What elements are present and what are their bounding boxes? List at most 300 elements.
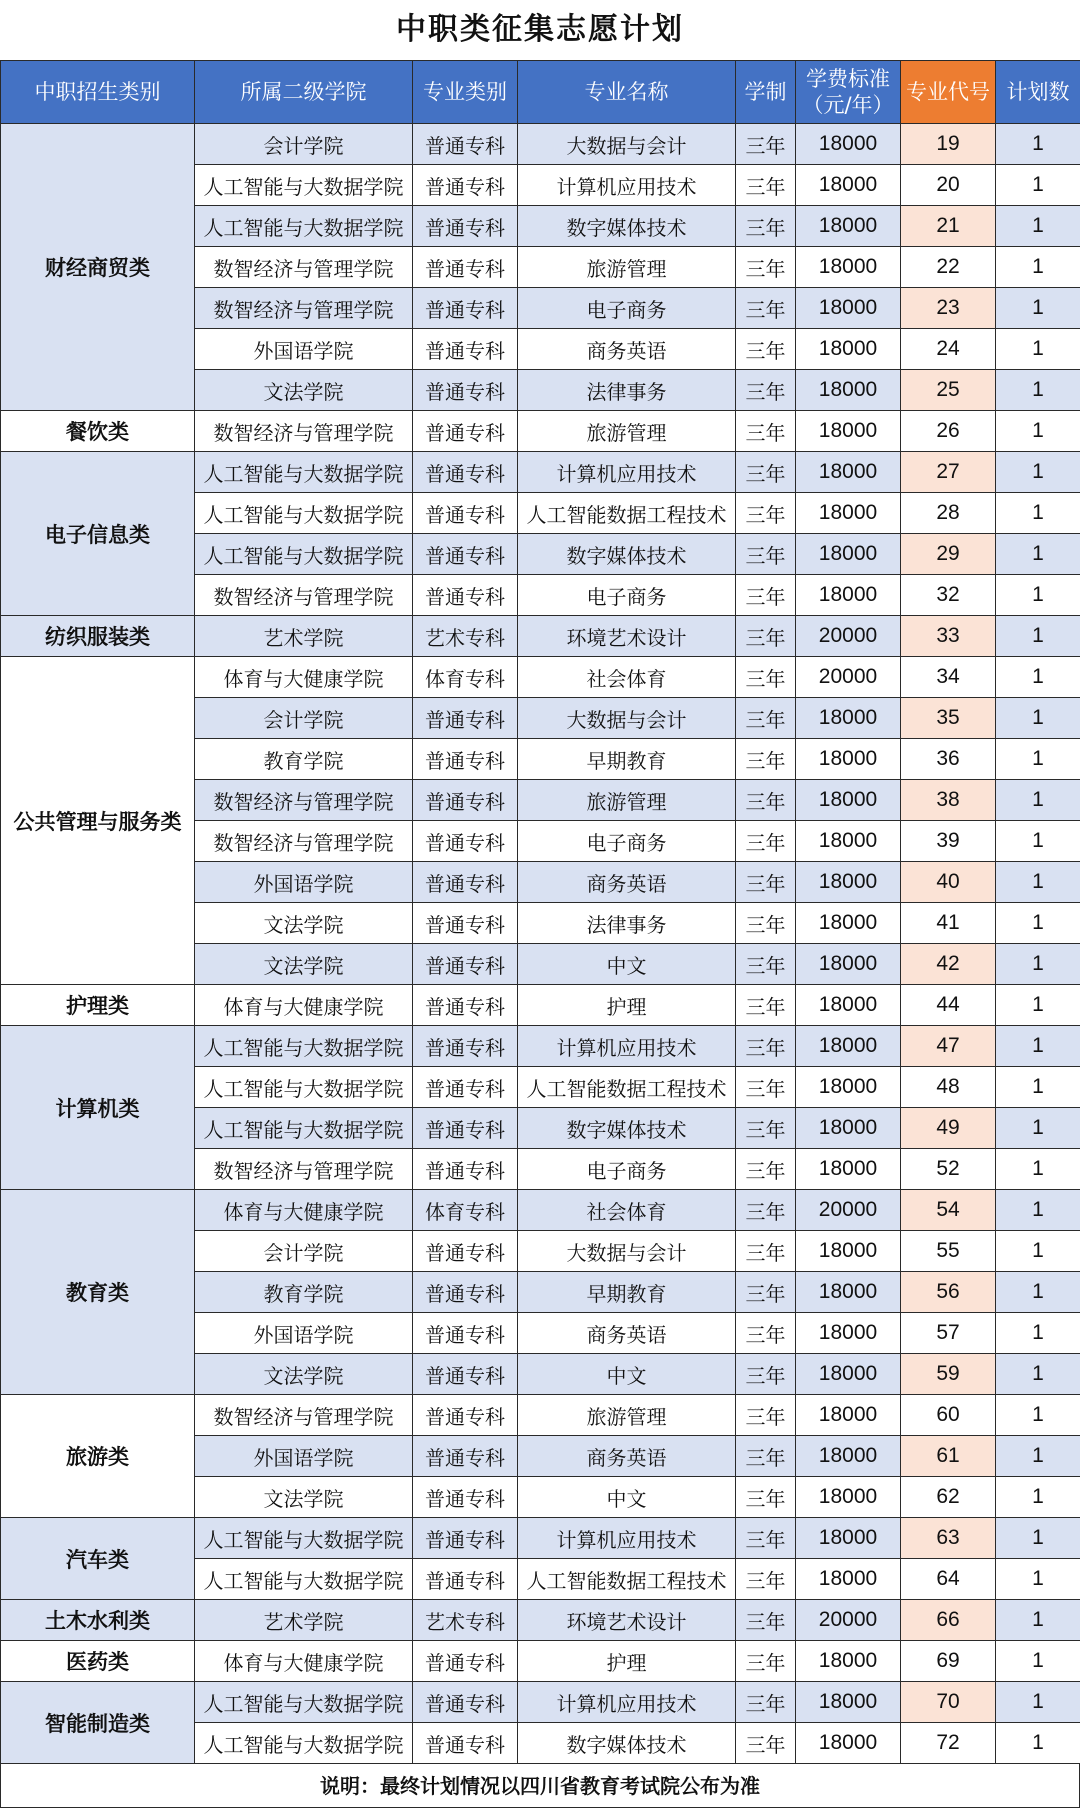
code-cell: 23 — [901, 288, 996, 329]
code-cell: 28 — [901, 493, 996, 534]
duration-cell: 三年 — [736, 370, 796, 411]
duration-cell: 三年 — [736, 1149, 796, 1190]
code-cell: 20 — [901, 165, 996, 206]
duration-cell: 三年 — [736, 1395, 796, 1436]
major-name-cell: 中文 — [518, 1477, 736, 1518]
college-cell: 会计学院 — [195, 698, 413, 739]
plan-cell: 1 — [996, 616, 1080, 657]
duration-cell: 三年 — [736, 1272, 796, 1313]
college-cell: 体育与大健康学院 — [195, 1641, 413, 1682]
college-cell: 会计学院 — [195, 124, 413, 165]
duration-cell: 三年 — [736, 1723, 796, 1764]
code-cell: 39 — [901, 821, 996, 862]
plan-cell: 1 — [996, 1026, 1080, 1067]
fee-cell: 18000 — [796, 862, 901, 903]
duration-cell: 三年 — [736, 657, 796, 698]
fee-cell: 18000 — [796, 1518, 901, 1559]
code-cell: 40 — [901, 862, 996, 903]
fee-cell: 18000 — [796, 780, 901, 821]
major-type-cell: 普通专科 — [413, 780, 518, 821]
duration-cell: 三年 — [736, 1477, 796, 1518]
major-name-cell: 电子商务 — [518, 1149, 736, 1190]
category-cell: 财经商贸类 — [1, 124, 195, 411]
plan-cell: 1 — [996, 657, 1080, 698]
fee-cell: 20000 — [796, 616, 901, 657]
header-major-name: 专业名称 — [518, 61, 736, 124]
category-cell: 旅游类 — [1, 1395, 195, 1518]
college-cell: 人工智能与大数据学院 — [195, 493, 413, 534]
major-name-cell: 商务英语 — [518, 329, 736, 370]
category-cell: 汽车类 — [1, 1518, 195, 1600]
fee-cell: 18000 — [796, 1559, 901, 1600]
plan-cell: 1 — [996, 903, 1080, 944]
major-type-cell: 普通专科 — [413, 1641, 518, 1682]
major-type-cell: 普通专科 — [413, 1067, 518, 1108]
college-cell: 体育与大健康学院 — [195, 1190, 413, 1231]
plan-cell: 1 — [996, 1067, 1080, 1108]
college-cell: 人工智能与大数据学院 — [195, 452, 413, 493]
fee-cell: 18000 — [796, 1477, 901, 1518]
code-cell: 21 — [901, 206, 996, 247]
code-cell: 41 — [901, 903, 996, 944]
major-type-cell: 普通专科 — [413, 1559, 518, 1600]
table-header-row — [1, 61, 1080, 124]
category-cell: 计算机类 — [1, 1026, 195, 1190]
fee-cell: 18000 — [796, 985, 901, 1026]
major-name-cell: 早期教育 — [518, 739, 736, 780]
major-type-cell: 普通专科 — [413, 247, 518, 288]
major-name-cell: 环境艺术设计 — [518, 1600, 736, 1641]
major-name-cell: 计算机应用技术 — [518, 1682, 736, 1723]
fee-cell: 18000 — [796, 247, 901, 288]
college-cell: 外国语学院 — [195, 329, 413, 370]
code-cell: 33 — [901, 616, 996, 657]
code-cell: 70 — [901, 1682, 996, 1723]
plan-cell: 1 — [996, 780, 1080, 821]
category-cell: 医药类 — [1, 1641, 195, 1682]
fee-cell: 18000 — [796, 1354, 901, 1395]
college-cell: 教育学院 — [195, 739, 413, 780]
plan-cell: 1 — [996, 1682, 1080, 1723]
duration-cell: 三年 — [736, 1190, 796, 1231]
fee-cell: 20000 — [796, 1190, 901, 1231]
major-name-cell: 数字媒体技术 — [518, 1108, 736, 1149]
plan-cell: 1 — [996, 1436, 1080, 1477]
plan-cell: 1 — [996, 247, 1080, 288]
college-cell: 人工智能与大数据学院 — [195, 1108, 413, 1149]
plan-cell: 1 — [996, 1477, 1080, 1518]
major-name-cell: 社会体育 — [518, 1190, 736, 1231]
header-major-type: 专业类别 — [413, 61, 518, 124]
fee-cell: 18000 — [796, 370, 901, 411]
fee-cell: 18000 — [796, 165, 901, 206]
fee-cell: 18000 — [796, 1723, 901, 1764]
duration-cell: 三年 — [736, 1231, 796, 1272]
duration-cell: 三年 — [736, 821, 796, 862]
plan-cell: 1 — [996, 493, 1080, 534]
code-cell: 52 — [901, 1149, 996, 1190]
major-name-cell: 护理 — [518, 985, 736, 1026]
college-cell: 教育学院 — [195, 1272, 413, 1313]
duration-cell: 三年 — [736, 165, 796, 206]
plan-cell: 1 — [996, 1272, 1080, 1313]
plan-cell: 1 — [996, 1600, 1080, 1641]
duration-cell: 三年 — [736, 944, 796, 985]
code-cell: 56 — [901, 1272, 996, 1313]
plan-cell: 1 — [996, 165, 1080, 206]
major-name-cell: 商务英语 — [518, 862, 736, 903]
major-name-cell: 人工智能数据工程技术 — [518, 1067, 736, 1108]
major-name-cell: 商务英语 — [518, 1313, 736, 1354]
college-cell: 数智经济与管理学院 — [195, 411, 413, 452]
major-name-cell: 中文 — [518, 1354, 736, 1395]
college-cell: 数智经济与管理学院 — [195, 821, 413, 862]
page-title: 中职类征集志愿计划 — [396, 12, 684, 47]
plan-cell: 1 — [996, 1395, 1080, 1436]
major-type-cell: 普通专科 — [413, 370, 518, 411]
code-cell: 54 — [901, 1190, 996, 1231]
major-type-cell: 普通专科 — [413, 1436, 518, 1477]
duration-cell: 三年 — [736, 1108, 796, 1149]
fee-cell: 18000 — [796, 124, 901, 165]
duration-cell: 三年 — [736, 1559, 796, 1600]
college-cell: 体育与大健康学院 — [195, 657, 413, 698]
duration-cell: 三年 — [736, 329, 796, 370]
major-type-cell: 普通专科 — [413, 493, 518, 534]
college-cell: 人工智能与大数据学院 — [195, 1026, 413, 1067]
plan-cell: 1 — [996, 821, 1080, 862]
code-cell: 59 — [901, 1354, 996, 1395]
major-type-cell: 普通专科 — [413, 1723, 518, 1764]
college-cell: 人工智能与大数据学院 — [195, 1559, 413, 1600]
major-type-cell: 普通专科 — [413, 1518, 518, 1559]
major-type-cell: 普通专科 — [413, 206, 518, 247]
college-cell: 外国语学院 — [195, 1313, 413, 1354]
major-name-cell: 旅游管理 — [518, 780, 736, 821]
college-cell: 数智经济与管理学院 — [195, 1395, 413, 1436]
code-cell: 27 — [901, 452, 996, 493]
fee-cell: 18000 — [796, 821, 901, 862]
code-cell: 25 — [901, 370, 996, 411]
fee-cell: 18000 — [796, 534, 901, 575]
duration-cell: 三年 — [736, 1436, 796, 1477]
category-cell: 教育类 — [1, 1190, 195, 1395]
major-name-cell: 数字媒体技术 — [518, 534, 736, 575]
major-type-cell: 普通专科 — [413, 1149, 518, 1190]
table-row — [1, 1395, 1080, 1436]
fee-cell: 18000 — [796, 1149, 901, 1190]
fee-cell: 18000 — [796, 1231, 901, 1272]
duration-cell: 三年 — [736, 1682, 796, 1723]
college-cell: 人工智能与大数据学院 — [195, 1518, 413, 1559]
code-cell: 42 — [901, 944, 996, 985]
major-name-cell: 人工智能数据工程技术 — [518, 493, 736, 534]
major-type-cell: 普通专科 — [413, 165, 518, 206]
major-type-cell: 普通专科 — [413, 1108, 518, 1149]
major-type-cell: 普通专科 — [413, 411, 518, 452]
plan-cell: 1 — [996, 288, 1080, 329]
header-duration: 学制 — [736, 61, 796, 124]
table-row — [1, 1190, 1080, 1231]
major-name-cell: 旅游管理 — [518, 247, 736, 288]
major-type-cell: 普通专科 — [413, 944, 518, 985]
code-cell: 44 — [901, 985, 996, 1026]
plan-cell: 1 — [996, 206, 1080, 247]
code-cell: 62 — [901, 1477, 996, 1518]
code-cell: 66 — [901, 1600, 996, 1641]
code-cell: 34 — [901, 657, 996, 698]
major-type-cell: 体育专科 — [413, 657, 518, 698]
plan-cell: 1 — [996, 452, 1080, 493]
college-cell: 数智经济与管理学院 — [195, 288, 413, 329]
major-name-cell: 大数据与会计 — [518, 124, 736, 165]
major-type-cell: 普通专科 — [413, 1272, 518, 1313]
table-row — [1, 1600, 1080, 1641]
major-type-cell: 普通专科 — [413, 288, 518, 329]
fee-cell: 18000 — [796, 411, 901, 452]
fee-cell: 18000 — [796, 698, 901, 739]
code-cell: 29 — [901, 534, 996, 575]
college-cell: 文法学院 — [195, 903, 413, 944]
code-cell: 38 — [901, 780, 996, 821]
table-row — [1, 124, 1080, 165]
college-cell: 文法学院 — [195, 944, 413, 985]
code-cell: 69 — [901, 1641, 996, 1682]
code-cell: 60 — [901, 1395, 996, 1436]
category-cell: 餐饮类 — [1, 411, 195, 452]
code-cell: 47 — [901, 1026, 996, 1067]
plan-cell: 1 — [996, 575, 1080, 616]
table-row — [1, 452, 1080, 493]
code-cell: 63 — [901, 1518, 996, 1559]
fee-cell: 18000 — [796, 1272, 901, 1313]
duration-cell: 三年 — [736, 575, 796, 616]
duration-cell: 三年 — [736, 411, 796, 452]
major-name-cell: 电子商务 — [518, 288, 736, 329]
college-cell: 体育与大健康学院 — [195, 985, 413, 1026]
code-cell: 19 — [901, 124, 996, 165]
duration-cell: 三年 — [736, 903, 796, 944]
fee-cell: 18000 — [796, 1026, 901, 1067]
header-plan: 计划数 — [996, 61, 1080, 124]
major-name-cell: 旅游管理 — [518, 1395, 736, 1436]
duration-cell: 三年 — [736, 1067, 796, 1108]
major-type-cell: 普通专科 — [413, 985, 518, 1026]
fee-cell: 18000 — [796, 329, 901, 370]
major-name-cell: 旅游管理 — [518, 411, 736, 452]
duration-cell: 三年 — [736, 493, 796, 534]
category-cell: 土木水利类 — [1, 1600, 195, 1641]
fee-cell: 18000 — [796, 575, 901, 616]
table-row — [1, 657, 1080, 698]
major-type-cell: 普通专科 — [413, 329, 518, 370]
duration-cell: 三年 — [736, 1313, 796, 1354]
plan-cell: 1 — [996, 1149, 1080, 1190]
major-name-cell: 电子商务 — [518, 575, 736, 616]
college-cell: 数智经济与管理学院 — [195, 1149, 413, 1190]
fee-cell: 18000 — [796, 944, 901, 985]
plan-cell: 1 — [996, 1190, 1080, 1231]
major-type-cell: 普通专科 — [413, 739, 518, 780]
major-name-cell: 法律事务 — [518, 370, 736, 411]
header-category: 中职招生类别 — [1, 61, 195, 124]
plan-cell: 1 — [996, 411, 1080, 452]
major-type-cell: 体育专科 — [413, 1190, 518, 1231]
table-row — [1, 985, 1080, 1026]
plan-cell: 1 — [996, 1723, 1080, 1764]
code-cell: 26 — [901, 411, 996, 452]
table-row — [1, 1518, 1080, 1559]
major-name-cell: 计算机应用技术 — [518, 165, 736, 206]
fee-cell: 20000 — [796, 657, 901, 698]
category-cell: 智能制造类 — [1, 1682, 195, 1764]
plan-cell: 1 — [996, 1559, 1080, 1600]
code-cell: 55 — [901, 1231, 996, 1272]
major-type-cell: 普通专科 — [413, 698, 518, 739]
duration-cell: 三年 — [736, 1354, 796, 1395]
table-row — [1, 1682, 1080, 1723]
major-type-cell: 普通专科 — [413, 1231, 518, 1272]
header-code: 专业代号 — [901, 61, 996, 124]
plan-cell: 1 — [996, 1313, 1080, 1354]
table-body — [1, 124, 1080, 1764]
table-row — [1, 1026, 1080, 1067]
fee-cell: 18000 — [796, 288, 901, 329]
duration-cell: 三年 — [736, 534, 796, 575]
plan-cell: 1 — [996, 124, 1080, 165]
college-cell: 数智经济与管理学院 — [195, 575, 413, 616]
college-cell: 人工智能与大数据学院 — [195, 1682, 413, 1723]
footer-note: 说明：最终计划情况以四川省教育考试院公布为准 — [0, 1764, 1080, 1808]
plan-cell: 1 — [996, 1518, 1080, 1559]
plan-cell: 1 — [996, 862, 1080, 903]
plan-cell: 1 — [996, 739, 1080, 780]
fee-cell: 18000 — [796, 1108, 901, 1149]
header-fee — [796, 61, 901, 124]
fee-cell: 18000 — [796, 1313, 901, 1354]
major-name-cell: 社会体育 — [518, 657, 736, 698]
college-cell: 人工智能与大数据学院 — [195, 1723, 413, 1764]
college-cell: 数智经济与管理学院 — [195, 247, 413, 288]
plan-cell: 1 — [996, 370, 1080, 411]
category-cell: 公共管理与服务类 — [1, 657, 195, 985]
plan-cell: 1 — [996, 534, 1080, 575]
duration-cell: 三年 — [736, 616, 796, 657]
plan-cell: 1 — [996, 329, 1080, 370]
duration-cell: 三年 — [736, 780, 796, 821]
duration-cell: 三年 — [736, 452, 796, 493]
category-cell: 纺织服装类 — [1, 616, 195, 657]
plan-cell: 1 — [996, 944, 1080, 985]
duration-cell: 三年 — [736, 1518, 796, 1559]
fee-cell: 18000 — [796, 1641, 901, 1682]
duration-cell: 三年 — [736, 698, 796, 739]
code-cell: 35 — [901, 698, 996, 739]
code-cell: 36 — [901, 739, 996, 780]
fee-cell: 18000 — [796, 493, 901, 534]
major-type-cell: 普通专科 — [413, 1395, 518, 1436]
major-name-cell: 数字媒体技术 — [518, 206, 736, 247]
major-name-cell: 环境艺术设计 — [518, 616, 736, 657]
college-cell: 会计学院 — [195, 1231, 413, 1272]
code-cell: 24 — [901, 329, 996, 370]
major-type-cell: 普通专科 — [413, 1026, 518, 1067]
major-type-cell: 普通专科 — [413, 903, 518, 944]
code-cell: 48 — [901, 1067, 996, 1108]
college-cell: 艺术学院 — [195, 616, 413, 657]
duration-cell: 三年 — [736, 206, 796, 247]
category-cell: 电子信息类 — [1, 452, 195, 616]
major-type-cell: 普通专科 — [413, 1682, 518, 1723]
plan-cell: 1 — [996, 698, 1080, 739]
college-cell: 文法学院 — [195, 1354, 413, 1395]
college-cell: 人工智能与大数据学院 — [195, 1067, 413, 1108]
duration-cell: 三年 — [736, 985, 796, 1026]
category-cell: 护理类 — [1, 985, 195, 1026]
code-cell: 22 — [901, 247, 996, 288]
major-type-cell: 艺术专科 — [413, 1600, 518, 1641]
major-name-cell: 中文 — [518, 944, 736, 985]
code-cell: 32 — [901, 575, 996, 616]
table-row — [1, 616, 1080, 657]
header-college: 所属二级学院 — [195, 61, 413, 124]
code-cell: 72 — [901, 1723, 996, 1764]
major-name-cell: 大数据与会计 — [518, 698, 736, 739]
fee-cell: 18000 — [796, 206, 901, 247]
major-name-cell: 计算机应用技术 — [518, 1026, 736, 1067]
code-cell: 57 — [901, 1313, 996, 1354]
major-name-cell: 早期教育 — [518, 1272, 736, 1313]
fee-cell: 18000 — [796, 1067, 901, 1108]
fee-cell: 18000 — [796, 452, 901, 493]
plan-cell: 1 — [996, 1354, 1080, 1395]
major-name-cell: 计算机应用技术 — [518, 1518, 736, 1559]
fee-cell: 18000 — [796, 1436, 901, 1477]
major-type-cell: 普通专科 — [413, 534, 518, 575]
plan-cell: 1 — [996, 985, 1080, 1026]
major-type-cell: 普通专科 — [413, 575, 518, 616]
college-cell: 外国语学院 — [195, 862, 413, 903]
duration-cell: 三年 — [736, 247, 796, 288]
major-type-cell: 普通专科 — [413, 1313, 518, 1354]
code-cell: 49 — [901, 1108, 996, 1149]
major-name-cell: 电子商务 — [518, 821, 736, 862]
fee-cell: 18000 — [796, 1682, 901, 1723]
header-fee-line1: 学费标准 — [806, 67, 890, 91]
major-name-cell: 法律事务 — [518, 903, 736, 944]
fee-cell: 18000 — [796, 1395, 901, 1436]
major-name-cell: 护理 — [518, 1641, 736, 1682]
fee-cell: 18000 — [796, 903, 901, 944]
college-cell: 人工智能与大数据学院 — [195, 534, 413, 575]
college-cell: 文法学院 — [195, 1477, 413, 1518]
major-type-cell: 普通专科 — [413, 452, 518, 493]
fee-cell: 20000 — [796, 1600, 901, 1641]
major-type-cell: 艺术专科 — [413, 616, 518, 657]
major-type-cell: 普通专科 — [413, 1354, 518, 1395]
major-name-cell: 大数据与会计 — [518, 1231, 736, 1272]
major-name-cell: 数字媒体技术 — [518, 1723, 736, 1764]
plan-cell: 1 — [996, 1231, 1080, 1272]
header-fee-line2: （元/年） — [802, 93, 894, 117]
major-type-cell: 普通专科 — [413, 821, 518, 862]
major-type-cell: 普通专科 — [413, 862, 518, 903]
college-cell: 文法学院 — [195, 370, 413, 411]
major-type-cell: 普通专科 — [413, 1477, 518, 1518]
major-name-cell: 商务英语 — [518, 1436, 736, 1477]
duration-cell: 三年 — [736, 1026, 796, 1067]
table-row — [1, 411, 1080, 452]
